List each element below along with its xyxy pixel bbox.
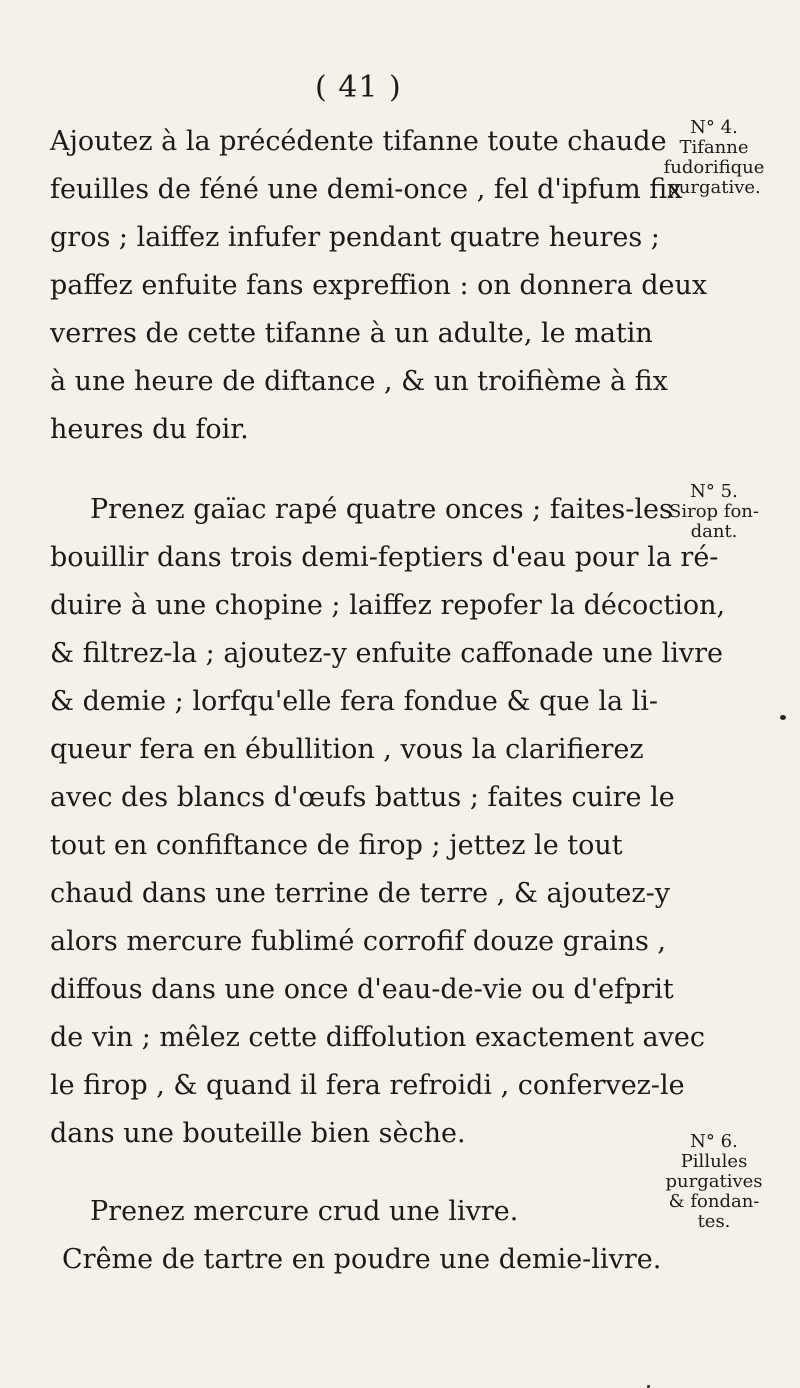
text-line: à une heure de diftance , & un troifième à fix <box>50 366 668 397</box>
text-line: dans une bouteille bien sèche. <box>50 1118 466 1149</box>
margin-note-line: Sirop fon- <box>669 501 759 522</box>
margin-note-number: N° 5. <box>690 481 738 502</box>
text-line: de vin ; mêlez cette diffolution exactement avec <box>50 1022 705 1053</box>
margin-note-line: dant. <box>690 521 738 542</box>
text-line: bouillir dans trois demi-feptiers d'eau pour la ré- <box>50 542 719 573</box>
margin-note-4 <box>628 118 800 198</box>
margin-note-line: tes. <box>697 1211 731 1232</box>
margin-note-line: purgatives <box>665 1171 763 1192</box>
margin-note-line: & fondan- <box>668 1191 760 1212</box>
margin-note-line: Tifanne <box>679 137 749 158</box>
text-line: verres de cette tifanne à un adulte, le matin <box>50 318 653 349</box>
text-line: duire à une chopine ; laiffez repofer la décoction, <box>50 590 726 621</box>
text-line: Prenez mercure crud une livre. <box>90 1196 519 1227</box>
margin-note-line: fudorifique <box>663 157 765 178</box>
text-line: Ajoutez à la précédente tifanne toute chaude <box>50 126 667 157</box>
text-line: queur fera en ébullition , vous la clarifierez <box>50 734 644 765</box>
margin-note-number: N° 4. <box>690 117 738 138</box>
paper-speck <box>780 715 786 720</box>
margin-note-5 <box>628 482 800 542</box>
page-number: ( 41 ) <box>315 70 402 105</box>
text-line: & demie ; lorfqu'elle fera fondue & que la li- <box>50 686 659 717</box>
text-line: paffez enfuite fans expreffion : on donnera deux <box>50 270 708 301</box>
text-line: diffous dans une once d'eau-de-vie ou d'efprit <box>50 974 674 1005</box>
text-line: gros ; laiffez infufer pendant quatre heures ; <box>50 222 660 253</box>
text-line: & filtrez-la ; ajoutez-y enfuite caffonade une livre <box>50 638 723 669</box>
text-line: chaud dans une terrine de terre , & ajoutez-y <box>50 878 671 909</box>
text-line: alors mercure fublimé corrofif douze grains , <box>50 926 666 957</box>
margin-note-line: Pillules <box>680 1151 748 1172</box>
text-line: heures du foir. <box>50 414 249 445</box>
text-line: Prenez gaïac rapé quatre onces ; faites-les <box>90 494 673 525</box>
text-line: le firop , & quand il fera refroidi , confervez-le <box>50 1070 685 1101</box>
text-line: feuilles de féné une demi-once , fel d'ipfum fix <box>50 174 683 205</box>
margin-note-line: purgative. <box>667 177 761 198</box>
margin-note-6 <box>628 1132 800 1232</box>
text-line: Crême de tartre en poudre une demie-livre. <box>62 1244 662 1275</box>
margin-note-number: N° 6. <box>690 1131 738 1152</box>
text-line: tout en confiftance de firop ; jettez le tout <box>50 830 623 861</box>
text-line: avec des blancs d'œufs battus ; faites cuire le <box>50 782 675 813</box>
